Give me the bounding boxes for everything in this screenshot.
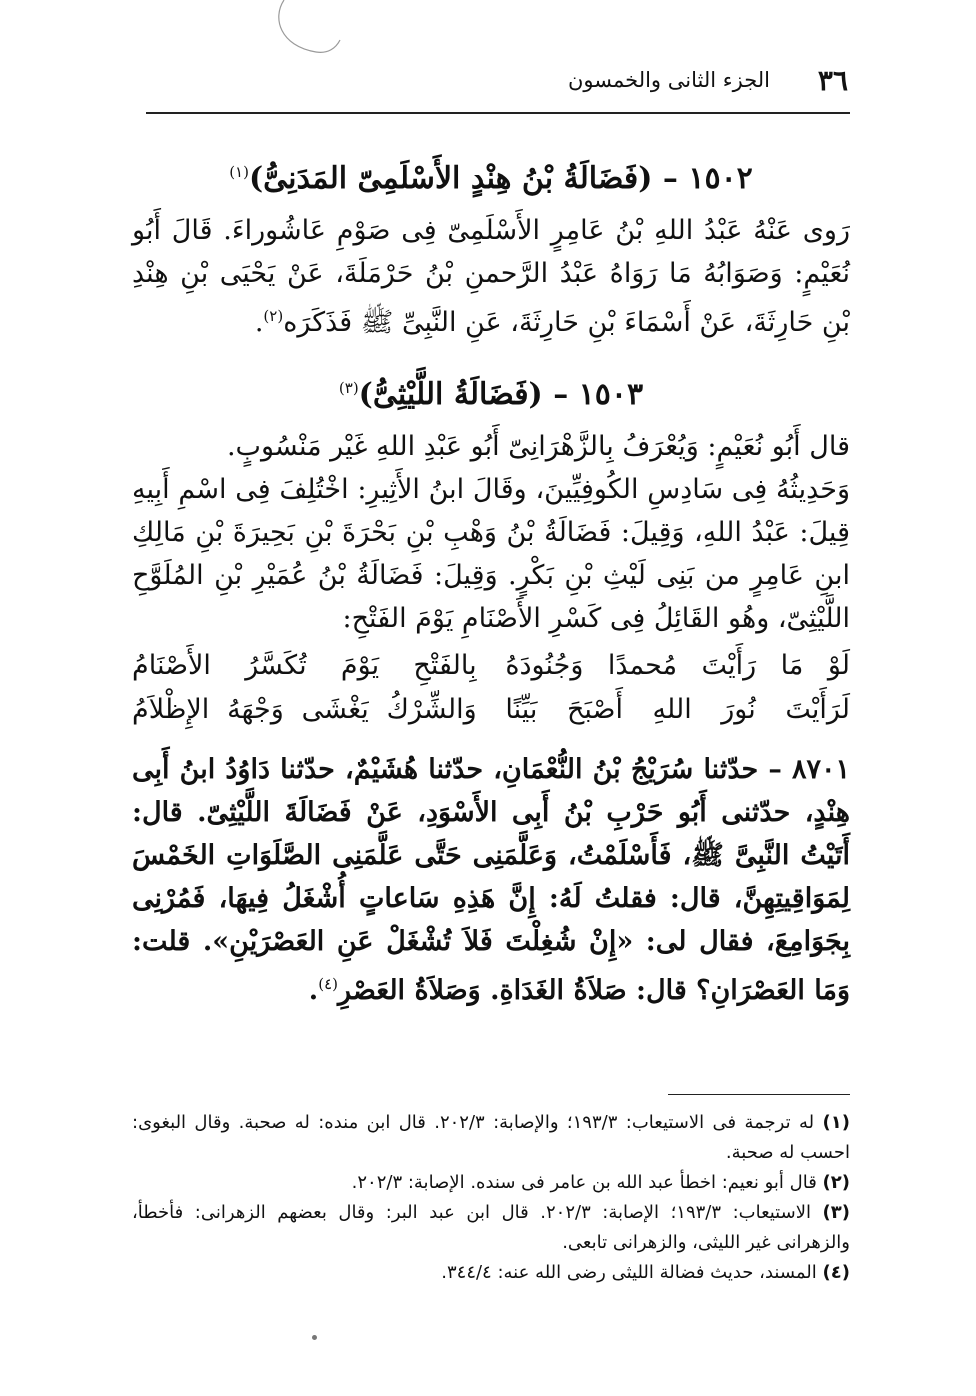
footnotes: [132, 1108, 850, 1288]
footnote-text: قال أبو نعيم: اخطأ عبد الله بن عامر فى سنده. الإصابة: ٢٠٢/٣.: [351, 1172, 817, 1193]
spacer: [132, 736, 850, 748]
footnote-number: (١): [822, 1112, 850, 1133]
entry-paragraph: قال أَبُو نُعَيْمٍ: وَيُعْرَفُ بِالزَّهْرَانِىّ أَبُو عَبْدِ اللهِ غَيْر مَنْسُوبٍ.: [226, 431, 850, 462]
footnote-ref-1: (١): [229, 163, 249, 181]
entry-title-text: ١٥٠٢ – (فَضَالَةُ بْنُ هِنْدٍ الأَسْلَمِىّ المَدَنِىُّ): [248, 161, 753, 196]
running-title: الجزء الثانى والخمسون: [568, 68, 770, 92]
poem-second-hemistich: وَالشِّرْكُ يَغْشَى وَجْهَهُ الإِظْلاَمُ: [132, 694, 477, 725]
footnote-ref-3: (٣): [338, 379, 359, 397]
page-corner-scan-mark: [270, 0, 344, 60]
poem: [132, 644, 850, 732]
footnote-ref-4: (٤): [318, 975, 338, 993]
footnote-ref-2: (٢): [263, 307, 284, 325]
hadith-text: [132, 748, 850, 1012]
header-rule: [146, 112, 850, 114]
entry-title-1502: [132, 146, 850, 205]
footnote-2: [132, 1168, 850, 1198]
entry-paragraph-text: رَوى عَنْهُ عَبْدُ اللهِ بْنُ عَامِرٍ الأَسْلَمِىّ فِى صَوْمِ عَاشُوراءَ. قَالَ أَبُو نُعَيْمٍ: وَصَوَابُهُ مَا رَوَاهُ عَبْدُ الرَّحمنِ بْنُ حَرْمَلَةَ، عَنْ يَحْيَى بْنِ هِنْدِ بْنِ حَارِثَةَ، عَنْ أَسْمَاءَ بْنِ حَارِثَةَ، عَنِ النَّبِىِّ ﷺ فَذَكَرَه: [132, 215, 850, 338]
page-header: [148, 62, 848, 106]
entry-paragraph: [132, 209, 850, 344]
hadith-body: ٨٧٠١ – حدّثنا سُرَيْجُ بْنُ النُّعْمَانِ، حدّثنا هُشَيْمٌ، حدّثنا دَاوُدُ ابنُ أَبِى هِنْدٍ، حدّثنى أَبُو حَرْبِ بْنُ أَبِى الأَسْوَدِ، عَنْ فَضَالَةَ اللَّيْثِىّ. قال: أَتَيْتُ النَّبِىَّ ﷺ، فَأَسْلَمْتُ، وَعَلَّمَنِى حَتَّى عَلَّمَنِى الصَّلَوَاتِ الخَمْسَ لِمَوَاقِيتِهِنَّ، قال: فقلتُ لَهُ: إِنَّ هَذِهِ سَاعاتٍ أُشْغَلُ فِيهَا، فَمُرْنِى بِجَوَامِعَ، فقال لى: «إِنْ شُغِلْتَ فَلاَ تُشْغَلْ عَنِ العَصْرَيْنِ». قلت: وَمَا العَصْرَانِ؟ قال: صَلاَةُ الغَدَاةِ. وَصَلاَةُ العَصْرِ: [132, 754, 851, 1006]
main-text: [132, 140, 850, 1012]
poem-first-hemistich: لَرَأَيْتَ نُورَ اللهِ أَصْبَحَ بَيِّنًا: [505, 694, 850, 725]
footnote-text: له ترجمة فى الاستيعاب: ١٩٣/٣؛ والإصابة: ٢٠٢/٣. قال ابن منده: له صحبة. وقال البغوى: احسب له صحبة.: [132, 1112, 850, 1163]
footnote-number: (٢): [822, 1172, 850, 1193]
full-stop: .: [308, 975, 319, 1006]
footnote-3: [132, 1198, 850, 1258]
footnote-text: المسند، حديث فضالة الليثى رضى الله عنه: ٣٤٤/٤.: [441, 1262, 817, 1283]
entry-title-1503: [132, 362, 850, 421]
full-stop: .: [254, 307, 264, 338]
entry-paragraph: وَحَدِيثُهُ فِى سَادِسِ الكُوفِيِّينَ، وقَالَ ابنُ الأَثِيرِ: اخْتُلِفَ فِى اسْمِ أَبِيهِ قِيلَ: عَبْدُ اللهِ، وَقِيلَ: فَضَالَةُ بْنُ وَهْبِ بْنِ بَحْرَةَ بْنِ بَحِيرَةَ بْنِ مَالِكِ ابنِ عَامِرٍ من بَنِى لَيْثِ بْنِ بَكْرٍ. وَقِيلَ: فَضَالَةُ بْنُ عُمَيْرِ بْنِ المُلَوَّحِ اللَّيْثِىّ، وهُو القَائِلُ فِى كَسْرِ الأَصْنَامِ يَوْمَ الفَتْحِ:: [132, 474, 850, 634]
entry-title-text: ١٥٠٣ – (فَضَالَةُ اللَّيْثِىُّ): [358, 377, 644, 412]
footnote-number: (٤): [822, 1262, 850, 1283]
footnote-4: [132, 1258, 850, 1288]
page-number: ٣٦: [817, 64, 848, 97]
footnote-1: [132, 1108, 850, 1168]
poem-first-hemistich: لَوْ مَا رَأَيْتَ مُحمدًا وَجُنُودَهُ: [505, 650, 850, 681]
spacer: [132, 344, 850, 356]
poem-second-hemistich: بِالفَتْحِ يَوْمَ تُكَسَّرُ الأَصْنَامُ: [132, 650, 477, 681]
poem-verse: [132, 688, 850, 732]
scan-speck: [312, 1335, 317, 1340]
footnote-number: (٣): [822, 1202, 850, 1223]
footnote-rule: [668, 1094, 850, 1095]
footnote-text: الاستيعاب: ١٩٣/٣؛ الإصابة: ٢٠٢/٣. قال ابن عبد البر: وقال بعضهم الزهرانى: فأخطأ، والزهرانى غير الليثى، والزهرانى تابعى.: [132, 1202, 850, 1253]
poem-verse: [132, 644, 850, 688]
